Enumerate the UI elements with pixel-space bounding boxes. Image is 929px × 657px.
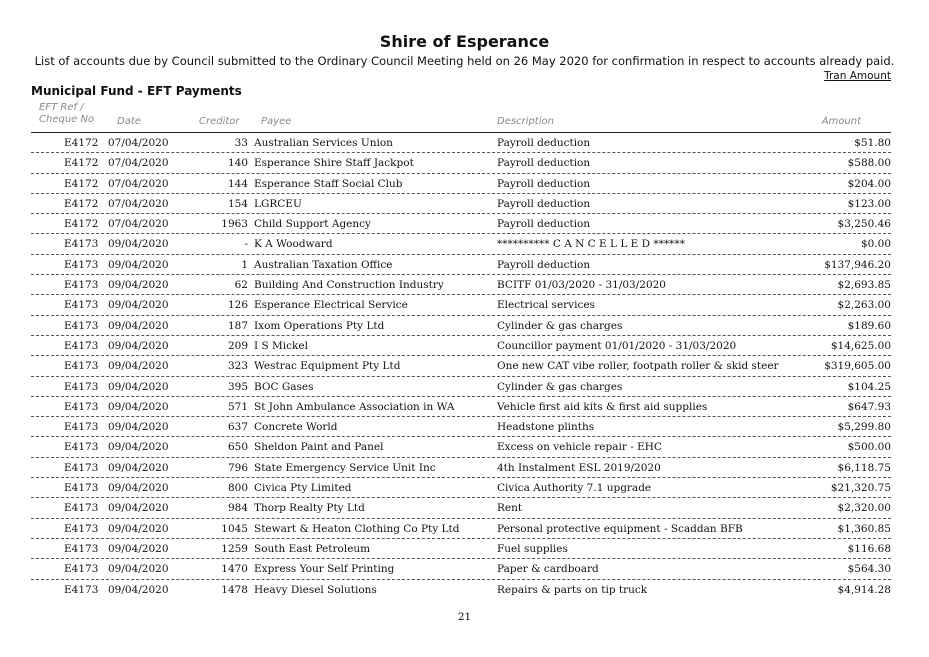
cell-amount: $0.00 [860,238,891,251]
cell-description: Excess on vehicle repair - EHC [497,441,662,454]
cell-date: 09/04/2020 [108,522,169,535]
cell-amount: $137,946.20 [824,258,891,271]
cell-creditor: 126 [227,299,248,312]
cell-description: Personal protective equipment - Scaddan BFB [497,522,743,535]
cell-amount: $564.30 [847,563,891,576]
cell-creditor: 796 [227,461,248,474]
cell-date: 07/04/2020 [108,137,169,149]
cell-date: 09/04/2020 [108,542,169,555]
page-number: 21 [457,611,472,623]
cell-description: Electrical services [497,299,595,312]
cell-ref: E4172 [64,137,99,149]
cell-description: Civica Authority 7.1 upgrade [497,482,652,495]
cell-payee: Express Your Self Printing [254,563,395,576]
cell-amount: $116.68 [847,542,891,555]
cell-date: 09/04/2020 [108,380,169,393]
cell-payee: South East Petroleum [254,542,371,555]
table-row [31,133,891,153]
cell-ref: E4173 [64,583,99,596]
cell-amount: $500.00 [847,441,891,454]
table-row [31,336,891,356]
cell-creditor: 1259 [221,542,248,555]
table-row [31,498,891,518]
cell-amount: $2,320.00 [837,502,891,515]
cell-payee: Australian Services Union [254,137,393,149]
cell-ref: E4173 [64,421,99,434]
cell-ref: E4173 [64,339,99,352]
table-row [31,458,891,478]
cell-creditor: 62 [234,279,248,292]
cell-description: Repairs & parts on tip truck [497,583,648,596]
cell-description: Cylinder & gas charges [497,319,623,332]
cell-description: Payroll deduction [497,218,591,231]
cell-date: 09/04/2020 [108,461,169,474]
table-row [31,194,891,214]
cell-payee: LGRCEU [254,197,302,210]
cell-ref: E4173 [64,400,99,413]
cell-payee: I S Mickel [254,339,308,352]
cell-description: Paper & cardboard [497,563,599,576]
table-header [31,102,891,133]
cell-payee: Concrete World [254,421,338,434]
cell-creditor: 140 [227,157,248,170]
cell-payee: Westrac Equipment Pty Ltd [254,360,401,373]
cell-creditor: 209 [227,339,248,352]
table-row [31,316,891,336]
cell-ref: E4173 [64,461,99,474]
column-header-ref: EFT Ref / Cheque No [39,102,95,125]
table-row [31,234,891,254]
cell-payee: Sheldon Paint and Panel [254,441,384,454]
column-header-creditor: Creditor [199,116,240,127]
cell-description: Fuel supplies [497,542,568,555]
cell-amount: $104.25 [847,380,891,393]
cell-amount: $204.00 [847,177,891,190]
cell-amount: $189.60 [847,319,891,332]
table-row [31,356,891,376]
cell-creditor: 984 [227,502,248,515]
cell-ref: E4173 [64,522,99,535]
cell-ref: E4172 [64,197,99,210]
cell-description: One new CAT vibe roller, footpath roller & skid steer [497,360,779,373]
cell-payee: K A Woodward [254,238,333,251]
table-row [31,519,891,539]
cell-payee: BOC Gases [254,380,314,393]
cell-date: 07/04/2020 [108,197,169,210]
cell-date: 09/04/2020 [108,502,169,515]
table-row [31,174,891,194]
cell-creditor: - [244,238,248,251]
cell-ref: E4173 [64,299,99,312]
cell-creditor: 571 [227,400,248,413]
cell-amount: $51.80 [854,137,891,149]
cell-date: 09/04/2020 [108,299,169,312]
cell-payee: Heavy Diesel Solutions [254,583,377,596]
column-header-description: Description [497,116,554,127]
cell-ref: E4172 [64,157,99,170]
document-subtitle: List of accounts due by Council submitted to the Ordinary Council Meeting held on 26 May 2020 for confirmation in respect to accounts already paid. [34,54,895,68]
cell-description: Payroll deduction [497,258,591,271]
cell-description: ********** C A N C E L L E D ****** [497,238,685,251]
cell-amount: $21,320.75 [830,482,891,495]
cell-ref: E4173 [64,238,99,251]
cell-date: 07/04/2020 [108,157,169,170]
cell-creditor: 154 [227,197,248,210]
cell-description: Rent [497,502,523,515]
cell-date: 09/04/2020 [108,258,169,271]
table-row [31,255,891,275]
cell-ref: E4173 [64,380,99,393]
cell-amount: $123.00 [847,197,891,210]
cell-ref: E4173 [64,279,99,292]
cell-creditor: 800 [227,482,248,495]
cell-description: Payroll deduction [497,197,591,210]
table-row [31,153,891,173]
cell-creditor: 650 [227,441,248,454]
table-row [31,559,891,579]
cell-creditor: 33 [234,137,248,149]
cell-ref: E4173 [64,258,99,271]
cell-ref: E4173 [64,502,99,515]
cell-description: Payroll deduction [497,177,591,190]
cell-payee: Esperance Shire Staff Jackpot [254,157,414,170]
table-row [31,580,891,599]
cell-date: 09/04/2020 [108,319,169,332]
cell-date: 09/04/2020 [108,482,169,495]
cell-creditor: 323 [227,360,248,373]
cell-ref: E4172 [64,177,99,190]
cell-creditor: 1963 [221,218,248,231]
cell-date: 07/04/2020 [108,177,169,190]
cell-description: Councillor payment 01/01/2020 - 31/03/2020 [497,339,737,352]
cell-amount: $14,625.00 [830,339,891,352]
cell-amount: $319,605.00 [824,360,891,373]
cell-ref: E4173 [64,441,99,454]
cell-amount: $2,263.00 [837,299,891,312]
cell-amount: $3,250.46 [837,218,891,231]
cell-date: 09/04/2020 [108,339,169,352]
cell-description: Payroll deduction [497,137,591,149]
cell-date: 09/04/2020 [108,583,169,596]
table-row [31,539,891,559]
column-header-date: Date [117,116,141,127]
cell-amount: $647.93 [847,400,891,413]
cell-creditor: 637 [227,421,248,434]
cell-payee: Thorp Realty Pty Ltd [254,502,365,515]
cell-ref: E4173 [64,482,99,495]
cell-payee: Esperance Staff Social Club [254,177,403,190]
cell-date: 09/04/2020 [108,563,169,576]
cell-creditor: 187 [227,319,248,332]
cell-date: 09/04/2020 [108,360,169,373]
table-row [31,417,891,437]
section-title: Municipal Fund - EFT Payments [31,84,242,98]
cell-amount: $4,914.28 [837,583,891,596]
table-row [31,214,891,234]
cell-ref: E4173 [64,542,99,555]
cell-description: 4th Instalment ESL 2019/2020 [497,461,661,474]
cell-amount: $5,299.80 [837,421,891,434]
cell-payee: Civica Pty Limited [254,482,352,495]
cell-description: Vehicle first aid kits & first aid supplies [497,400,708,413]
cell-description: Headstone plinths [497,421,595,434]
cell-ref: E4172 [64,218,99,231]
cell-payee: Australian Taxation Office [254,258,393,271]
cell-date: 09/04/2020 [108,400,169,413]
cell-description: Payroll deduction [497,157,591,170]
cell-date: 09/04/2020 [108,421,169,434]
tran-amount-label: Tran Amount [824,70,891,82]
cell-payee: Child Support Agency [254,218,371,231]
cell-creditor: 144 [227,177,248,190]
cell-date: 07/04/2020 [108,218,169,231]
cell-creditor: 1045 [221,522,248,535]
column-header-payee: Payee [261,116,292,127]
cell-payee: Ixom Operations Pty Ltd [254,319,385,332]
cell-ref: E4173 [64,360,99,373]
cell-amount: $588.00 [847,157,891,170]
cell-creditor: 1 [241,258,248,271]
table-row [31,478,891,498]
cell-date: 09/04/2020 [108,279,169,292]
cell-creditor: 1470 [221,563,248,576]
payments-table [31,133,891,599]
cell-creditor: 1478 [221,583,248,596]
cell-amount: $1,360.85 [837,522,891,535]
cell-payee: Esperance Electrical Service [254,299,408,312]
cell-payee: St John Ambulance Association in WA [254,400,455,413]
cell-payee: State Emergency Service Unit Inc [254,461,436,474]
cell-description: Cylinder & gas charges [497,380,623,393]
cell-creditor: 395 [227,380,248,393]
table-row [31,397,891,417]
table-row [31,275,891,295]
table-row [31,437,891,457]
cell-date: 09/04/2020 [108,441,169,454]
cell-date: 09/04/2020 [108,238,169,251]
cell-ref: E4173 [64,319,99,332]
cell-ref: E4173 [64,563,99,576]
table-row [31,377,891,397]
cell-payee: Stewart & Heaton Clothing Co Pty Ltd [254,522,460,535]
cell-amount: $6,118.75 [837,461,891,474]
table-row [31,295,891,315]
cell-description: BCITF 01/03/2020 - 31/03/2020 [497,279,666,292]
document-title: Shire of Esperance [379,32,550,51]
cell-payee: Building And Construction Industry [254,279,444,292]
column-header-amount: Amount [821,116,861,127]
cell-amount: $2,693.85 [837,279,891,292]
